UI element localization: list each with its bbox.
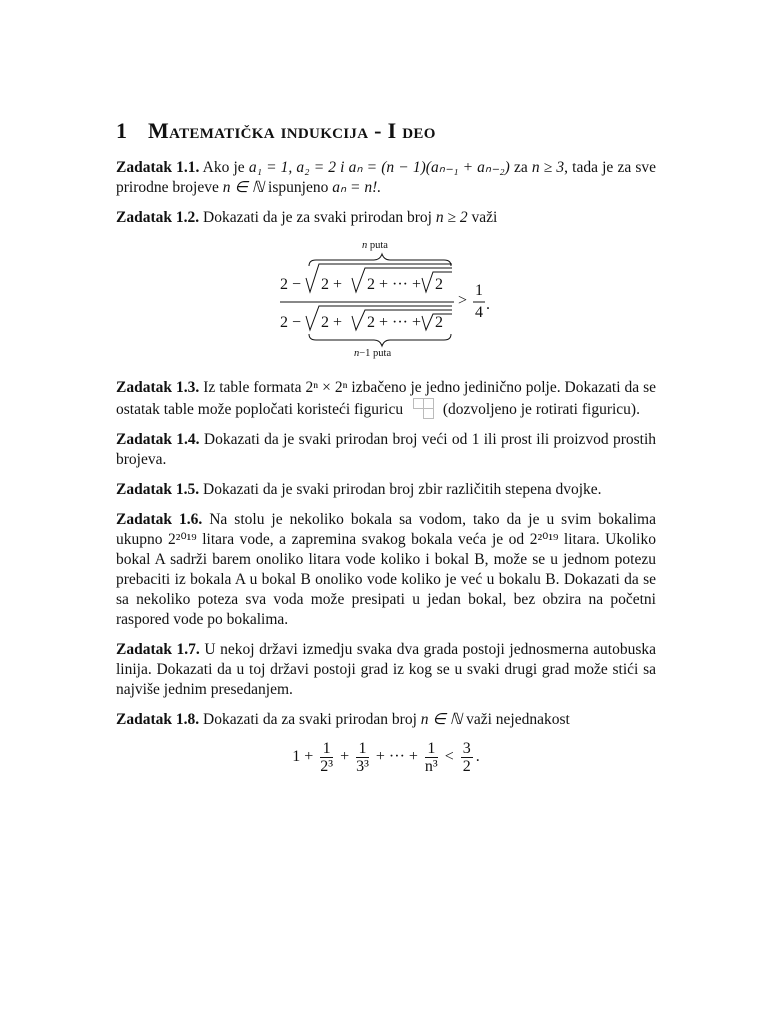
task-text: Dokazati da je svaki prirodan broj veći od 1 ili prost ili proizvod prostih brojeva. bbox=[116, 431, 657, 468]
quarter-denominator: 4 bbox=[475, 304, 483, 321]
task-text: važi nejednakost bbox=[466, 711, 570, 728]
task-1-2 bbox=[116, 208, 656, 228]
sum-end: . bbox=[475, 748, 480, 766]
task-text: Dokazati da je za svaki prirodan broj bbox=[203, 209, 432, 226]
task-math: n ≥ 2 bbox=[435, 209, 468, 226]
task-math: aₙ = n!. bbox=[332, 179, 382, 196]
fraction-denominator: 2³ bbox=[320, 758, 334, 775]
task-math: n ≥ 3 bbox=[531, 159, 565, 176]
task-1-5 bbox=[116, 480, 656, 500]
task-1-1 bbox=[116, 158, 656, 198]
period: . bbox=[486, 296, 490, 313]
task-1-6 bbox=[116, 510, 656, 630]
task-text: Ako je bbox=[202, 159, 245, 176]
task-text: Na stolu je nekoliko bokala sa vodom, tako da je u svim bokalima ukupno 2²⁰¹⁹ litara vode, a zapremina svakog bokala veća je od 2²⁰¹⁹ litara. Ukoliko bokal A sadrži barem onoliko litara vode koliko i bokal B, može se u jednom potezu prebaciti iz bokala A u bokal B onoliko vode koliko je već u bokalu B. Dokazati da se sa nekoliko poteza sva voda može presipati u jedan bokal, bez obzira na početni raspored vode po bokalima. bbox=[116, 511, 656, 628]
numerator-expr-part: 2 + ··· + bbox=[367, 276, 422, 293]
task-text: U nekoj državi izmedju svaka dva grada postoji jednosmerna autobuska linija. Dokazati da u toj državi postoji grad iz kog se u svaki drugi grad može stići sa najviše jednim presedanjem. bbox=[116, 641, 657, 698]
fraction-numerator: 1 bbox=[356, 740, 369, 758]
section-title-initial: M bbox=[148, 118, 170, 143]
task-math: n ∈ ℕ bbox=[222, 179, 265, 196]
task-text: Iz table formata 2ⁿ × 2ⁿ izbačeno je jedno jedinično polje. Dokazati da se ostatak table može popločati koristeći figuricu bbox=[116, 379, 656, 418]
task-math: a₁ = 1, a₂ = 2 i aₙ = (n − 1)(aₙ₋₁ + aₙ₋₂) bbox=[248, 159, 510, 176]
document-page bbox=[116, 118, 656, 787]
task-text: Dokazati da za svaki prirodan broj bbox=[203, 711, 417, 728]
greater-than: > bbox=[458, 292, 468, 309]
task-math: n ∈ ℕ bbox=[420, 711, 463, 728]
bottom-brace bbox=[309, 334, 451, 346]
nested-radical-inequality bbox=[116, 238, 656, 366]
sum-dots: + ··· + bbox=[375, 748, 418, 766]
denominator-expr-part: 2 + ··· + bbox=[367, 314, 422, 331]
section-title bbox=[116, 118, 656, 144]
denominator-expr-part: 2 bbox=[435, 314, 443, 331]
task-label: Zadatak 1.6. bbox=[116, 511, 203, 528]
task-1-4 bbox=[116, 430, 656, 470]
numerator-expr-part: 2 + bbox=[321, 276, 343, 293]
fraction bbox=[461, 740, 473, 775]
sum-less-than: < bbox=[444, 748, 454, 766]
numerator-expr: 2 − bbox=[280, 276, 302, 293]
task-1-3 bbox=[116, 378, 656, 420]
bottom-brace-label: n−1 puta bbox=[354, 348, 392, 359]
denominator-expr-part: 2 + bbox=[321, 314, 343, 331]
fraction bbox=[425, 740, 438, 775]
task-text: (dozvoljeno je rotirati figuricu). bbox=[442, 401, 640, 418]
sum-lead: 1 + bbox=[292, 748, 314, 766]
sum-plus: + bbox=[340, 748, 350, 766]
brace-n: n bbox=[354, 348, 360, 359]
l-tromino-figure bbox=[413, 398, 433, 418]
task-text: Dokazati da je svaki prirodan broj zbir različitih stepena dvojke. bbox=[203, 481, 602, 498]
task-1-7 bbox=[116, 640, 656, 700]
task-label: Zadatak 1.4. bbox=[116, 431, 200, 448]
fraction-numerator: 1 bbox=[320, 740, 333, 758]
task-text: važi bbox=[471, 209, 498, 226]
top-brace-label: n puta bbox=[362, 240, 388, 251]
radical-fraction-svg bbox=[116, 238, 656, 366]
task-label: Zadatak 1.2. bbox=[116, 209, 200, 226]
task-label: Zadatak 1.7. bbox=[116, 641, 200, 658]
sum-inequality bbox=[116, 740, 656, 775]
fraction-numerator: 3 bbox=[462, 740, 471, 757]
section-title-text: atematička indukcija - I deo bbox=[169, 118, 436, 143]
fraction-denominator: 3³ bbox=[356, 758, 369, 775]
fraction-numerator: 1 bbox=[425, 740, 438, 758]
brace-n: n bbox=[362, 240, 368, 251]
task-text: za bbox=[513, 159, 528, 176]
tile-cell bbox=[423, 408, 434, 419]
fraction-denominator: n³ bbox=[424, 758, 438, 775]
numerator-expr-part: 2 bbox=[435, 276, 443, 293]
task-label: Zadatak 1.1. bbox=[116, 159, 200, 176]
task-text: ispunjeno bbox=[268, 179, 329, 196]
fraction-denominator: 2 bbox=[462, 758, 471, 775]
task-1-8 bbox=[116, 710, 656, 730]
denominator-expr: 2 − bbox=[280, 314, 302, 331]
quarter-numerator: 1 bbox=[475, 282, 483, 299]
section-number: 1 bbox=[116, 118, 128, 143]
fraction bbox=[356, 740, 369, 775]
task-label: Zadatak 1.8. bbox=[116, 711, 200, 728]
task-label: Zadatak 1.3. bbox=[116, 379, 200, 396]
task-text: , tada je za sve prirodne brojeve bbox=[116, 159, 656, 196]
fraction bbox=[320, 740, 333, 775]
task-label: Zadatak 1.5. bbox=[116, 481, 200, 498]
